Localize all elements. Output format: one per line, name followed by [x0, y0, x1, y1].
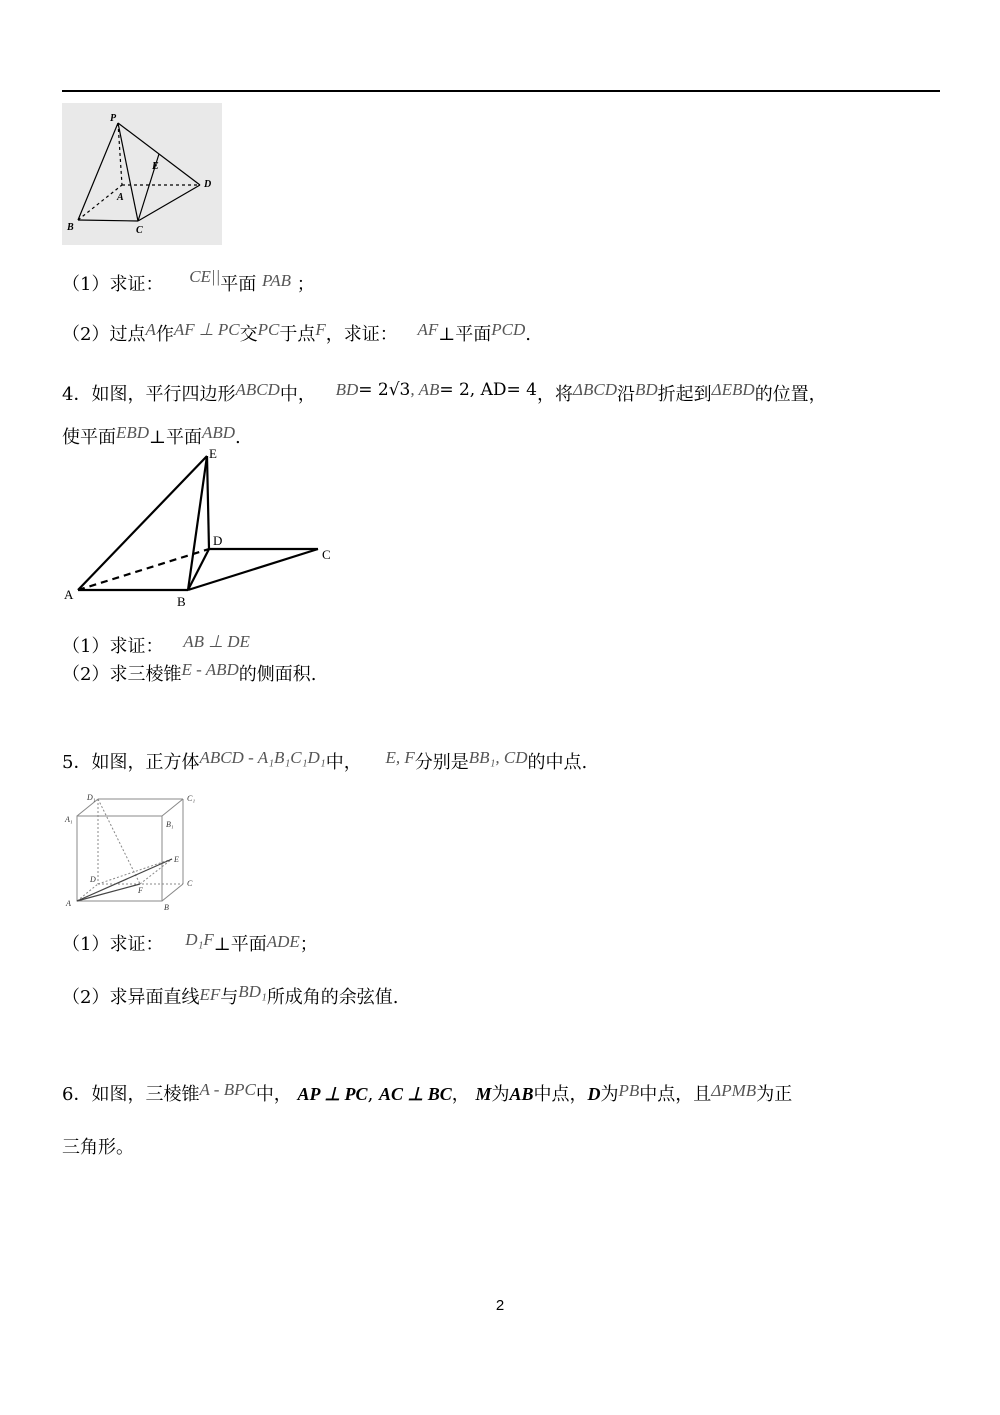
q6-t8: 为正 — [756, 1084, 793, 1105]
q5-p1-num: （1）求证： — [62, 934, 164, 955]
q4-t1: 中， — [279, 384, 316, 405]
q3-p2-e1: AF ⊥ PC — [173, 320, 240, 339]
q5-e2: E, F — [385, 748, 415, 767]
q4-p1-num: （1）求证： — [62, 636, 164, 657]
q5-t3: 的中点. — [527, 752, 588, 773]
label-b: B — [177, 594, 186, 609]
label-a: A — [66, 899, 71, 908]
q6-e4: M — [475, 1084, 492, 1104]
q6-t6: 为 — [600, 1084, 619, 1105]
q4-e1: ABCD — [235, 380, 280, 399]
label-a: A — [64, 587, 74, 602]
label-e: E — [152, 161, 159, 172]
q6-e8: ΔPMB — [711, 1081, 757, 1100]
q5-t2: 分别是 — [414, 752, 469, 773]
q4-bd: BD — [335, 380, 359, 399]
label-a1: A₁ — [65, 815, 73, 824]
q4-eq2: = 2, AD — [439, 380, 507, 400]
q6-e6: D — [587, 1084, 601, 1104]
q3-p2-t3: 于点 — [279, 324, 316, 345]
q5-num: 5．如图，正方体 — [62, 752, 200, 773]
q5-t1: 中， — [325, 752, 362, 773]
q6-t3: ， — [451, 1084, 470, 1105]
q3-p1-num: （1）求证： — [62, 274, 164, 295]
label-c: C — [136, 225, 143, 236]
q6-e1: A - BPC — [199, 1080, 256, 1099]
label-d: D — [213, 533, 223, 548]
label-c: C — [187, 879, 193, 888]
q4-t3: 沿 — [616, 384, 635, 405]
q6-e3: AC ⊥ BC — [379, 1084, 452, 1104]
q6-e2: AP ⊥ PC — [297, 1084, 368, 1104]
q4-p1-e1: AB ⊥ DE — [183, 632, 250, 651]
q6-l2-t1: 三角形。 — [62, 1137, 134, 1158]
q3-p1-end: ； — [296, 274, 315, 295]
q4-e5: ΔEBD — [711, 380, 755, 399]
q3-p2-e4: AF — [417, 320, 439, 339]
q6-e7: PB — [618, 1081, 640, 1100]
q3-p2-e2: PC — [257, 320, 280, 339]
q4-t5: 的位置， — [754, 384, 827, 405]
q5-p2-num: （2）求异面直线 — [62, 987, 200, 1008]
q3-p2-e3: F — [315, 320, 326, 339]
figure-folded-parallelogram — [60, 445, 350, 610]
label-d1: D₁ — [87, 793, 96, 802]
label-e: E — [174, 855, 179, 864]
q4-p2-num: （2）求三棱锥 — [62, 664, 182, 685]
q4-e4: BD — [634, 380, 658, 399]
label-b1: B₁ — [166, 820, 174, 829]
label-c: C — [322, 547, 331, 562]
page-number: 2 — [495, 1297, 505, 1314]
q3-p2-t2: 交 — [239, 324, 258, 345]
q6-t5: 中点， — [533, 1084, 588, 1105]
figure-cube — [62, 792, 212, 912]
q4-line1 — [62, 380, 827, 406]
q4-l2-t1: 使平面 — [62, 427, 116, 448]
q5-p1-e2: ADE — [266, 932, 300, 951]
q5-p2-e2: BD₁ — [238, 982, 267, 1001]
q4-part2 — [62, 660, 316, 686]
q4-e3: ΔBCD — [573, 380, 617, 399]
q5-p2-e1: EF — [199, 985, 221, 1004]
q4-l2-e2: ABD — [201, 423, 236, 442]
label-e: E — [209, 446, 217, 461]
q6-num: 6．如图，三棱锥 — [62, 1084, 200, 1105]
q5-p2-t2: 所成角的余弦值. — [266, 987, 399, 1008]
q5-part1 — [62, 930, 318, 956]
label-a: A — [117, 192, 124, 203]
q5-line1 — [62, 748, 587, 774]
q6-t7: 中点，且 — [639, 1084, 712, 1105]
q4-num: 4．如图，平行四边形 — [62, 384, 236, 405]
label-b: B — [67, 222, 74, 233]
q4-t4: 折起到 — [657, 384, 712, 405]
q6-line1 — [62, 1080, 792, 1106]
q4-t2: ，将 — [537, 384, 573, 405]
label-p: P — [110, 113, 117, 124]
label-d: D — [204, 179, 212, 190]
q4-ab: , AB — [410, 380, 440, 399]
label-b: B — [164, 903, 169, 912]
q6-t4: 为 — [491, 1084, 510, 1105]
q4-p2-t1: 的侧面积. — [238, 664, 317, 685]
q3-part1 — [62, 267, 315, 296]
q4-l2-end: . — [235, 427, 241, 448]
q5-p1-e1: D₁F — [185, 930, 214, 949]
header-rule — [62, 90, 940, 92]
q3-p2-t1: 作 — [155, 324, 174, 345]
q3-p1-expr2: PAB — [262, 271, 291, 290]
q3-p1-expr: CE — [189, 267, 211, 286]
label-d: D — [90, 875, 96, 884]
q3-part2 — [62, 320, 531, 346]
q4-part1 — [62, 632, 250, 658]
q3-p1-tail: 平面 — [220, 274, 257, 295]
q3-p2-t4: ，求证： — [325, 324, 398, 345]
q6-line2 — [62, 1133, 134, 1159]
q4-sqrt3: √3 — [388, 380, 411, 400]
q5-e1: ABCD - A₁B₁C₁D₁ — [199, 748, 326, 767]
q4-l2-t2: ⊥平面 — [149, 427, 202, 448]
q3-p2-t5: ⊥平面 — [438, 324, 492, 345]
q6-e5: AB — [509, 1084, 534, 1104]
q6-t2: , — [367, 1084, 374, 1105]
parallel-symbol: || — [210, 267, 221, 286]
q3-p2-e5: PCD — [491, 320, 526, 339]
q5-p2-t1: 与 — [220, 987, 239, 1008]
q5-e3: BB₁, CD — [468, 748, 528, 767]
label-f: F — [138, 886, 143, 895]
q3-p2-num: （2）过点 — [62, 324, 146, 345]
q5-p1-t1: ⊥平面 — [213, 934, 267, 955]
q4-l2-e1: EBD — [116, 423, 150, 442]
q6-t1: 中， — [255, 1084, 292, 1105]
q3-p2-a: A — [145, 320, 156, 339]
figure-pyramid-pabcd — [62, 103, 222, 245]
q5-part2 — [62, 983, 399, 1009]
q4-eq1: = 2 — [358, 380, 389, 400]
q3-p2-end: . — [525, 324, 531, 345]
q4-eq3: = 4 — [506, 380, 537, 400]
label-c1: C₁ — [187, 794, 196, 803]
q4-p2-e1: E - ABD — [181, 660, 239, 679]
q5-p1-end: ； — [299, 934, 318, 955]
